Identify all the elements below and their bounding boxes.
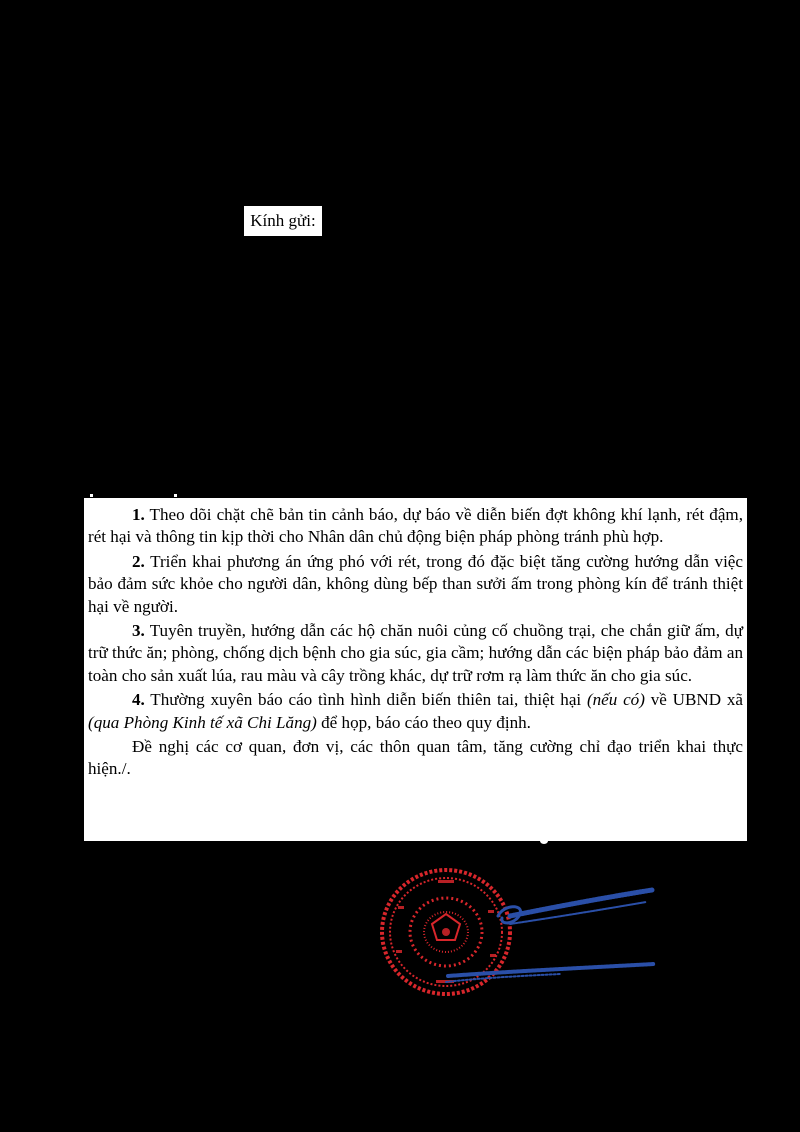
item-text: để họp, báo cáo theo quy định. (316, 712, 531, 732)
recipient-label: Kính gửi: (244, 206, 322, 236)
item-3 (88, 620, 743, 687)
item-text: Triển khai phương án ứng phó với rét, trong đó đặc biệt tăng cường hướng dẫn việc bảo đảm sức khỏe cho người dân, không dùng bếp than sưởi ấm trong phòng kín để tránh thiệt hại về người. (88, 551, 743, 616)
item-text: Tuyên truyền, hướng dẫn các hộ chăn nuôi củng cố chuồng trại, che chắn giữ ấm, dự trữ thức ăn; phòng, chống dịch bệnh cho gia súc, gia cầm; hướng dẫn các biện pháp bảo đảm an toàn cho sản xuất lúa, rau màu và cây trồng khác, dự trữ rơm rạ làm thức ăn cho gia súc. (88, 621, 743, 685)
item-text: Thường xuyên báo cáo tình hình diễn biến thiên tai, thiệt hại (144, 690, 587, 710)
item-number: 2. (132, 551, 145, 571)
ink-dot (540, 838, 548, 844)
item-2 (88, 551, 743, 618)
item-italic: (nếu có) (586, 690, 645, 710)
item-number: 4. (132, 690, 145, 710)
item-4 (88, 689, 743, 734)
item-text: Theo dõi chặt chẽ bản tin cảnh báo, dự báo về diễn biến đợt không khí lạnh, rét đậm, rét hại và thông tin kịp thời cho Nhân dân chủ động biện pháp phòng tránh phù hợp. (88, 505, 743, 547)
closing-paragraph: Đề nghị các cơ quan, đơn vị, các thôn quan tâm, tăng cường chỉ đạo triển khai thực hiện./. (88, 737, 743, 779)
item-1 (88, 504, 743, 549)
signature-icon (440, 880, 660, 990)
item-italic: (qua Phòng Kinh tế xã Chi Lăng) (88, 712, 317, 732)
item-text: về UBND xã (644, 690, 743, 710)
item-number: 1. (132, 505, 145, 524)
document-body (84, 498, 747, 841)
item-number: 3. (132, 621, 145, 641)
